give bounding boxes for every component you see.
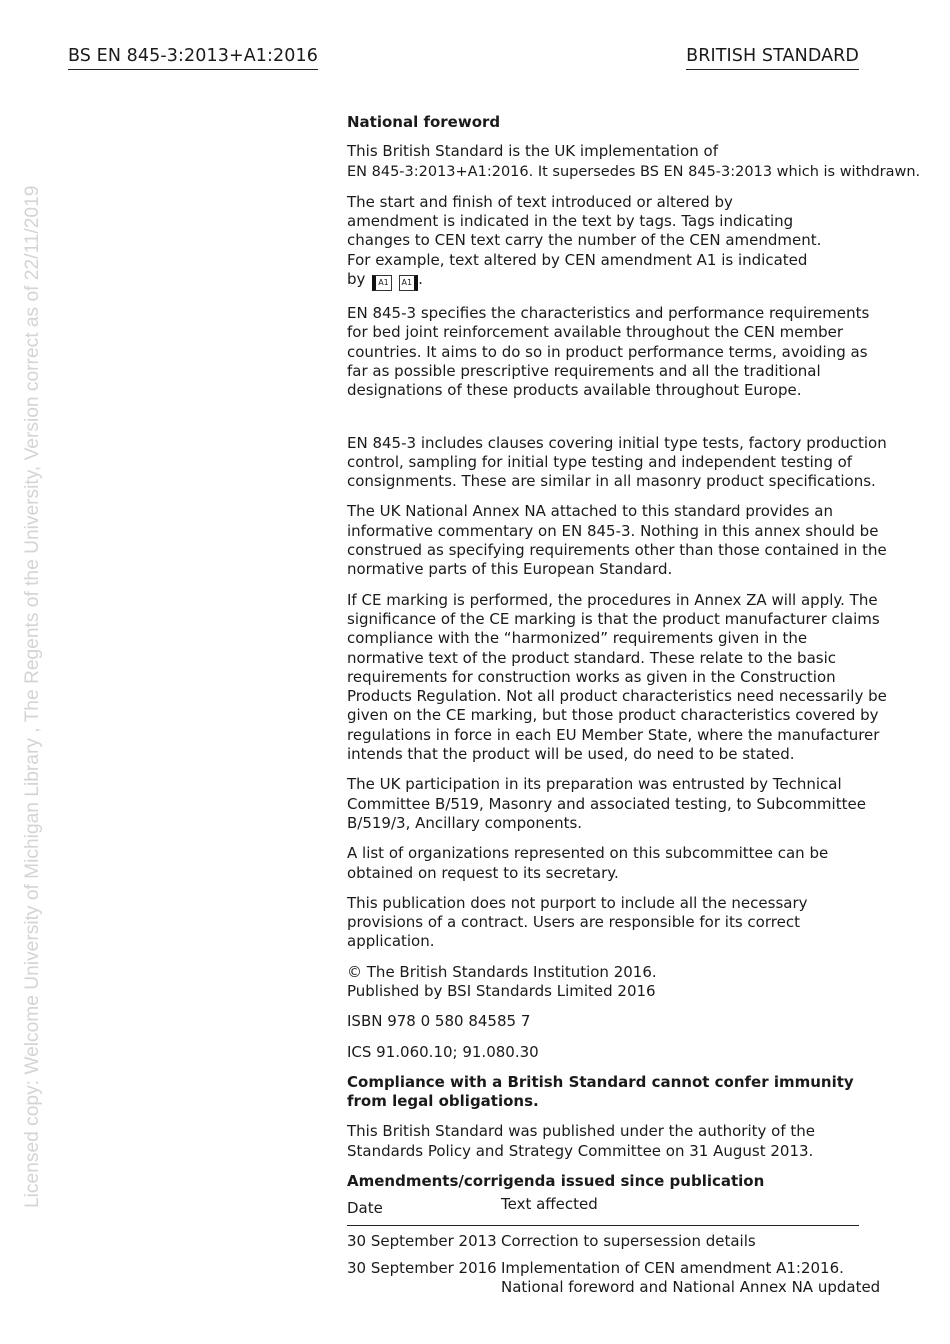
table-row <box>347 1232 859 1251</box>
copyright-block <box>347 963 887 1002</box>
header-standard-number: BS EN 845-3:2013+A1:2016 <box>68 46 318 70</box>
compliance-statement: Compliance with a British Standard cannot confer immunity from legal obligations. <box>347 1072 854 1111</box>
annex-paragraph: The UK National Annex NA attached to this standard provides an informative commentary on EN 845-3. Nothing in this annex should be construed as specifying requirements other than those contained in the normative parts of this European Standard. <box>347 502 887 579</box>
intro-paragraph <box>347 142 921 182</box>
isbn: ISBN 978 0 580 84585 7 <box>347 1012 531 1031</box>
copyright-line-2: Published by BSI Standards Limited 2016 <box>347 981 656 1000</box>
row-text-line: National foreword and National Annex NA updated <box>501 1278 881 1297</box>
clauses-paragraph: EN 845-3 includes clauses covering initial type tests, factory production control, sampling for initial type testing and independent testing of consignments. These are similar in all masonry product specifications. <box>347 433 887 491</box>
row-text <box>501 1232 859 1251</box>
committee-paragraph: The UK participation in its preparation was entrusted by Technical Committee B/519, Masonry and associated testing, to Subcommittee B/519/3, Ancillary components. <box>347 775 866 832</box>
contract-paragraph: This publication does not purport to include all the necessary provisions of a contract. Users are responsible for its correct application. <box>347 893 808 951</box>
ics-codes: ICS 91.060.10; 91.080.30 <box>347 1042 539 1061</box>
amendment-tags-paragraph <box>347 193 827 291</box>
row-text <box>501 1259 880 1298</box>
row-text-line: Implementation of CEN amendment A1:2016. <box>501 1258 844 1277</box>
row-date: 30 September 2013 <box>347 1231 497 1250</box>
copyright-line-1: © The British Standards Institution 2016. <box>347 962 657 981</box>
amendments-table <box>347 1195 881 1297</box>
intro-line-2: EN 845-3:2013+A1:2016. It supersedes BS EN 845-3:2013 which is withdrawn. <box>347 163 921 180</box>
amendment-close-tag-icon: A1 <box>399 275 419 291</box>
amendments-title: Amendments/corrigenda issued since publication <box>347 1172 765 1191</box>
amendment-tags-text: The start and finish of text introduced or altered by amendment is indicated in the text by tags. Tags indicating changes to CEN text carry the number of the CEN amendment. For example, text altered by CEN amendment A1 is indicated by <box>347 192 822 289</box>
organizations-paragraph: A list of organizations represented on this subcommittee can be obtained on request to its secretary. <box>347 844 829 882</box>
license-watermark: Licensed copy: Welcome University of Michigan Library , The Regents of the University, Version correct as of 22/11/2019 <box>22 185 43 1208</box>
amendment-open-tag-icon: A1 <box>372 275 392 291</box>
national-foreword <box>347 113 921 1306</box>
published-statement: This British Standard was published under the authority of the Standards Policy and Strategy Committee on 31 August 2013. <box>347 1122 816 1160</box>
row-date: 30 September 2016 <box>347 1258 497 1277</box>
tag-suffix: . <box>418 270 423 289</box>
intro-line-1: This British Standard is the UK implementation of <box>347 142 718 161</box>
foreword-title: National foreword <box>347 113 501 131</box>
ce-marking-paragraph: If CE marking is performed, the procedures in Annex ZA will apply. The significance of the CE marking is that the product manufacturer claims compliance with the “harmonized” requirements given in the normative text of the product standard. These relate to the basic requirements for construction works as given in the Construction Products Regulation. Not all product characteristics need necessarily be given on the CE marking, but those product characteristics covered by regulations in force in each EU Member State, where the manufacturer intends that the product will be used, do need to be stated. <box>347 590 887 764</box>
text-affected-column-header: Text affected <box>501 1195 598 1214</box>
row-text-line: Correction to supersession details <box>501 1231 756 1250</box>
header-british-standard: BRITISH STANDARD <box>686 46 859 70</box>
amendments-table-header <box>347 1195 859 1225</box>
table-row <box>347 1258 881 1298</box>
date-column-header: Date <box>347 1199 383 1218</box>
specifies-paragraph: EN 845-3 specifies the characteristics and performance requirements for bed joint reinforcement available throughout the CEN member countries. It aims to do so in product performance terms, avoiding as far as possible prescriptive requirements and all the traditional designations of these products available throughout Europe. <box>347 304 870 400</box>
